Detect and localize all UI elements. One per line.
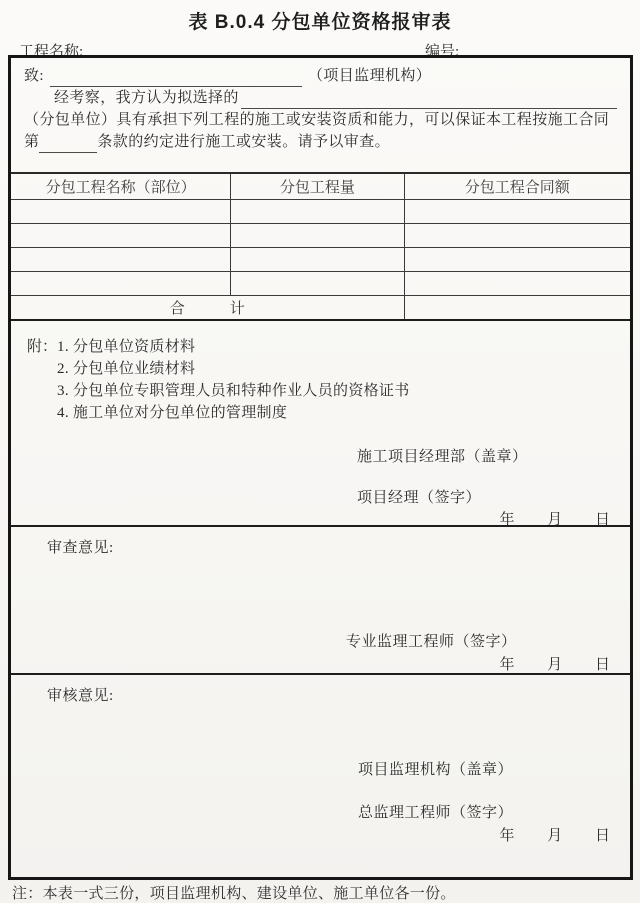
table-row — [11, 199, 630, 223]
clause-number-blank-field[interactable] — [39, 136, 97, 153]
form-number-label: 编号: — [425, 44, 460, 60]
capability-line: （分包单位）具有承担下列工程的施工或安装资质和能力，可以保证本工程按施工合同 — [24, 112, 610, 128]
cell-work-name[interactable] — [11, 271, 231, 295]
day-label: 日 — [594, 828, 610, 844]
chief-engineer-sign-line: 总监理工程师（签字） — [358, 805, 514, 821]
date-line — [470, 653, 610, 674]
page-title: 表 B.0.4 分包单位资格报审表 — [188, 12, 452, 33]
table-total-row — [11, 295, 630, 320]
day-label: 日 — [594, 657, 610, 673]
project-name-label: 工程名称: — [19, 44, 84, 60]
review-opinion-section — [11, 525, 630, 673]
footer-note: 注：本表一式三份，项目监理机构、建设单位、施工单位各一份。 — [12, 886, 456, 902]
cell-work-name[interactable] — [11, 223, 231, 247]
subcontractor-name-blank-field[interactable] — [241, 92, 617, 109]
table-row — [11, 223, 630, 247]
request-letter-section — [11, 58, 630, 172]
table-header-row — [11, 173, 630, 199]
clause-line — [24, 131, 617, 153]
clause-prefix: 第 — [24, 134, 40, 150]
to-label: 致: — [24, 68, 44, 84]
cell-amount[interactable] — [404, 247, 630, 271]
table-row — [11, 247, 630, 271]
cell-quantity[interactable] — [231, 223, 404, 247]
cell-quantity[interactable] — [231, 271, 404, 295]
to-blank-field[interactable] — [50, 70, 302, 87]
attachment-item: 1. 分包单位资质材料 — [57, 339, 196, 355]
attachment-item: 4. 施工单位对分包单位的管理制度 — [57, 405, 288, 421]
month-label: 月 — [547, 657, 563, 673]
subcontract-table — [11, 172, 630, 321]
cell-quantity[interactable] — [231, 199, 404, 223]
year-label: 年 — [499, 828, 515, 844]
total-amount-cell[interactable] — [404, 295, 630, 320]
year-label: 年 — [499, 512, 515, 528]
day-label: 日 — [594, 512, 610, 528]
monitoring-org-suffix: （项目监理机构） — [307, 68, 432, 84]
review-opinion-label: 审查意见: — [47, 540, 114, 556]
month-label: 月 — [547, 512, 563, 528]
col-header-quantity: 分包工程量 — [231, 173, 404, 199]
consideration-line — [24, 87, 617, 109]
cell-work-name[interactable] — [11, 199, 231, 223]
table-row — [11, 271, 630, 295]
audit-opinion-label: 审核意见: — [47, 688, 114, 704]
attachment-list — [27, 336, 630, 424]
consideration-text: 经考察，我方认为拟选择的 — [54, 90, 239, 106]
attachments-section — [11, 321, 630, 528]
to-line — [24, 65, 617, 87]
project-manager-sign-line: 项目经理（签字） — [357, 490, 482, 506]
date-line — [470, 824, 610, 845]
clause-suffix: 条款的约定进行施工或安装。请予以审查。 — [97, 134, 391, 150]
cell-quantity[interactable] — [231, 247, 404, 271]
attachments-label: 附： — [27, 339, 58, 355]
supervision-org-stamp-line: 项目监理机构（盖章） — [358, 762, 514, 778]
cell-amount[interactable] — [404, 271, 630, 295]
contractor-stamp-line: 施工项目经理部（盖章） — [357, 449, 528, 465]
total-label: 合 计 — [11, 295, 404, 320]
cell-amount[interactable] — [404, 223, 630, 247]
cell-work-name[interactable] — [11, 247, 231, 271]
cell-amount[interactable] — [404, 199, 630, 223]
col-header-contract-amount: 分包工程合同额 — [404, 173, 630, 199]
supervising-engineer-sign-line: 专业监理工程师（签字） — [346, 634, 517, 650]
form-border-box — [8, 55, 633, 880]
attachment-item: 3. 分包单位专职管理人员和特种作业人员的资格证书 — [57, 383, 410, 399]
month-label: 月 — [547, 828, 563, 844]
col-header-work-name: 分包工程名称（部位） — [11, 173, 231, 199]
attachment-item: 2. 分包单位业绩材料 — [57, 361, 196, 377]
audit-opinion-section — [11, 673, 630, 885]
year-label: 年 — [499, 657, 515, 673]
